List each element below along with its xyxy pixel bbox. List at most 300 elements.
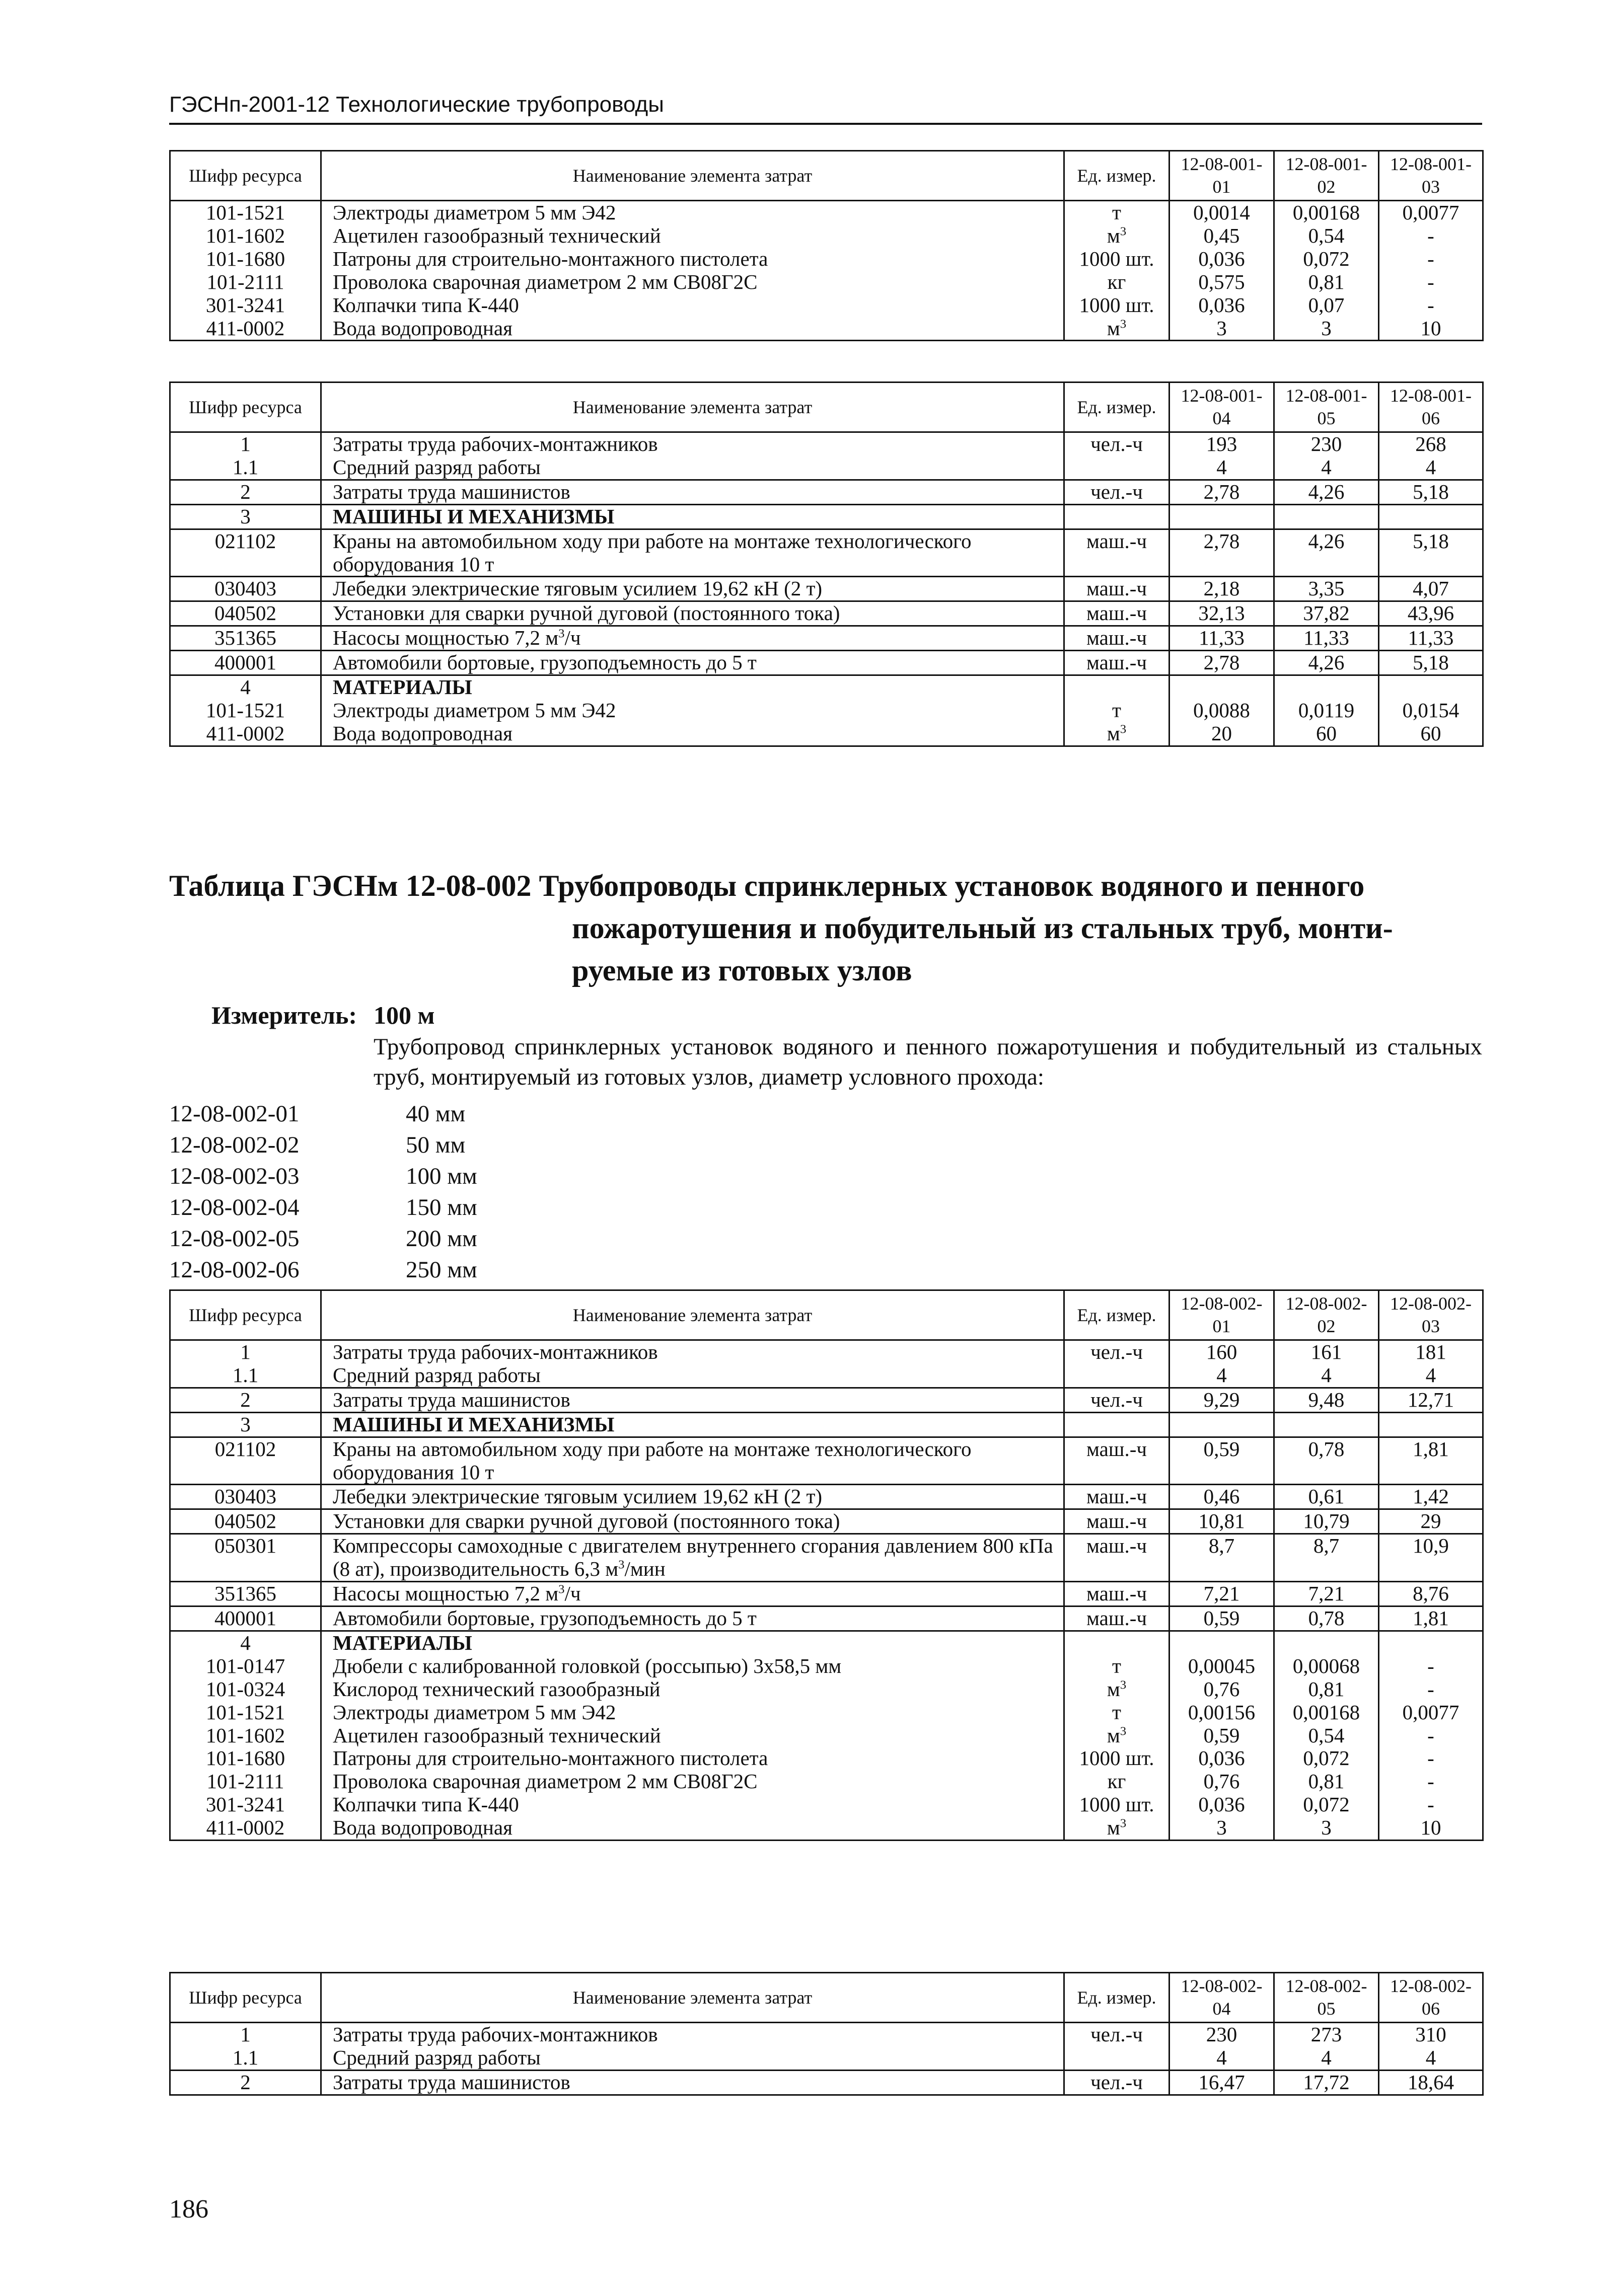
resource-code: 2 [170,1388,321,1412]
resource-value: 0,072 [1274,248,1379,271]
resource-value: 1,81 [1379,1437,1483,1485]
resource-value: 0,54 [1274,1724,1379,1747]
resource-value: 10,81 [1170,1509,1274,1534]
table-row [170,577,1483,601]
table-row [170,2070,1483,2095]
table-row [170,722,1483,746]
resource-unit: чел.-ч [1064,432,1170,456]
resource-code: 101-1521 [170,201,321,224]
resource-unit: т [1064,201,1170,224]
variant-item [169,1254,557,1285]
resource-code: 4 [170,1631,321,1654]
resource-value: 0,072 [1274,1747,1379,1770]
resource-code: 1 [170,1340,321,1364]
table-row [170,1534,1483,1582]
col-header-variant: 12-08-002- 03 [1379,1290,1483,1340]
resource-value: - [1379,1678,1483,1701]
resource-code: 400001 [170,1606,321,1631]
resource-unit: маш.-ч [1064,1582,1170,1606]
resource-value: 0,0077 [1379,1701,1483,1724]
resource-name: Вода водопроводная [321,722,1064,746]
resource-unit: маш.-ч [1064,601,1170,626]
resource-unit: т [1064,699,1170,722]
resource-value: 9,48 [1274,1388,1379,1412]
resource-value: 4 [1170,1364,1274,1388]
resource-name: Ацетилен газообразный технический [321,1724,1064,1747]
resource-name: Средний разряд работы [321,1364,1064,1388]
resource-value: 0,00045 [1170,1655,1274,1678]
resource-value: 16,47 [1170,2070,1274,2095]
resource-value: 230 [1274,432,1379,456]
resource-value: 0,81 [1274,1770,1379,1793]
resource-name: Патроны для строительно-монтажного пистолета [321,248,1064,271]
resource-table-2 [169,381,1484,747]
variant-item [169,1223,557,1254]
col-header-variant: 12-08-001- 04 [1170,382,1274,432]
resource-unit: маш.-ч [1064,651,1170,675]
table-row [170,626,1483,651]
resource-name: Установки для сварки ручной дуговой (постоянного тока) [321,1509,1064,1534]
col-header-code: Шифр ресурса [170,1290,321,1340]
section-title-line: руемые из готовых узлов [572,954,912,987]
table-row [170,699,1483,722]
resource-value: 32,13 [1170,601,1274,626]
resource-value [1379,504,1483,529]
resource-value: 0,76 [1170,1678,1274,1701]
resource-code: 1 [170,2023,321,2046]
resource-code: 411-0002 [170,722,321,746]
resource-value: 43,96 [1379,601,1483,626]
resource-code: 3 [170,1412,321,1437]
resource-value: - [1379,1770,1483,1793]
col-header-variant: 12-08-002- 04 [1170,1973,1274,2023]
resource-value [1274,1412,1379,1437]
table-row [170,1485,1483,1509]
resource-table-4 [169,1972,1484,2096]
table-row [170,1678,1483,1701]
resource-code: 351365 [170,1582,321,1606]
resource-unit [1064,1412,1170,1437]
table-row [170,1724,1483,1747]
resource-value: 0,00156 [1170,1701,1274,1724]
col-header-name: Наименование элемента затрат [321,151,1064,201]
col-header-variant: 12-08-001- 06 [1379,382,1483,432]
resource-value: 0,036 [1170,294,1274,317]
table-row [170,317,1483,341]
variant-diameter: 150 мм [406,1194,477,1220]
resource-name: Патроны для строительно-монтажного пистолета [321,1747,1064,1770]
col-header-name: Наименование элемента затрат [321,1290,1064,1340]
table-row [170,480,1483,504]
resource-unit [1064,1631,1170,1654]
resource-name: Затраты труда рабочих-монтажников [321,2023,1064,2046]
resource-name: Затраты труда машинистов [321,2070,1064,2095]
resource-name: Проволока сварочная диаметром 2 мм СВ08Г2С [321,271,1064,294]
resource-unit: маш.-ч [1064,626,1170,651]
table-row [170,271,1483,294]
variant-code: 12-08-002-02 [169,1132,300,1158]
variant-code: 12-08-002-05 [169,1226,300,1252]
table-row [170,1606,1483,1631]
resource-name: Насосы мощностью 7,2 $м^3/ч$ [321,626,1064,651]
col-header-variant: 12-08-002- 06 [1379,1973,1483,2023]
col-header-variant: 12-08-002- 02 [1274,1290,1379,1340]
resource-unit: чел.-ч [1064,1340,1170,1364]
variant-code: 12-08-002-04 [169,1194,300,1220]
resource-value: 0,036 [1170,1747,1274,1770]
resource-value: 0,81 [1274,271,1379,294]
meter-description: Трубопровод спринклерных установок водяного и пенного пожаротушения и побудительный из стальных труб, монтируемый из готовых узлов, диаметр условного прохода: [374,1034,1482,1090]
resource-unit: т [1064,1655,1170,1678]
variant-diameter: 200 мм [406,1226,477,1252]
table-row [170,601,1483,626]
resource-value: 8,76 [1379,1582,1483,1606]
resource-code: 101-1521 [170,699,321,722]
resource-value: 0,036 [1170,1793,1274,1816]
resource-value: - [1379,294,1483,317]
resource-value: 10 [1379,1816,1483,1840]
resource-unit: кг [1064,271,1170,294]
table-row [170,1701,1483,1724]
resource-value: 310 [1379,2023,1483,2046]
resource-code: 101-1680 [170,1747,321,1770]
resource-unit: $м^3$ [1064,224,1170,248]
col-header-code: Шифр ресурса [170,382,321,432]
resource-value: 0,0119 [1274,699,1379,722]
resource-value: 8,7 [1274,1534,1379,1582]
resource-value: 18,64 [1379,2070,1483,2095]
resource-value: 4 [1379,2046,1483,2070]
resource-value: 0,00168 [1274,1701,1379,1724]
variant-diameter: 100 мм [406,1163,477,1189]
col-header-variant: 12-08-002- 01 [1170,1290,1274,1340]
resource-value: 4 [1170,456,1274,480]
section-title-line: пожаротушения и побудительный из стальных труб, монти- [572,911,1393,945]
resource-unit: маш.-ч [1064,1534,1170,1582]
resource-value [1379,1631,1483,1654]
resource-value: 37,82 [1274,601,1379,626]
col-header-variant: 12-08-001- 05 [1274,382,1379,432]
resource-value: 0,0088 [1170,699,1274,722]
resource-name: Лебедки электрические тяговым усилием 19,62 кН (2 т) [321,1485,1064,1509]
resource-value: 10,9 [1379,1534,1483,1582]
resource-value: 0,0077 [1379,201,1483,224]
variant-diameter: 50 мм [406,1132,466,1158]
table-row [170,1340,1483,1364]
table-row [170,1793,1483,1816]
resource-code: 400001 [170,651,321,675]
table-row [170,529,1483,577]
table-row [170,1582,1483,1606]
resource-value [1170,1412,1274,1437]
variant-item [169,1098,557,1129]
resource-code: 2 [170,480,321,504]
resource-unit: чел.-ч [1064,480,1170,504]
resource-value [1170,1631,1274,1654]
resource-code: 1.1 [170,456,321,480]
resource-value: 4,07 [1379,577,1483,601]
resource-value: - [1379,1724,1483,1747]
resource-unit [1064,675,1170,699]
resource-code: 101-0147 [170,1655,321,1678]
variant-diameter: 250 мм [406,1257,477,1283]
resource-value: 2,78 [1170,480,1274,504]
resource-value: 20 [1170,722,1274,746]
resource-unit: 1000 шт. [1064,1747,1170,1770]
resource-name: МАШИНЫ И МЕХАНИЗМЫ [321,1412,1064,1437]
resource-value: 7,21 [1274,1582,1379,1606]
resource-value: 161 [1274,1340,1379,1364]
variant-item [169,1192,557,1223]
table-row [170,1364,1483,1388]
resource-code: 1 [170,432,321,456]
resource-name: Кислород технический газообразный [321,1678,1064,1701]
resource-unit: $м^3$ [1064,1816,1170,1840]
resource-unit: $м^3$ [1064,1724,1170,1747]
resource-code: 3 [170,504,321,529]
table-row [170,1655,1483,1678]
resource-code: 040502 [170,1509,321,1534]
resource-name: Автомобили бортовые, грузоподъемность до 5 т [321,1606,1064,1631]
resource-unit: 1000 шт. [1064,294,1170,317]
resource-name: Проволока сварочная диаметром 2 мм СВ08Г2С [321,1770,1064,1793]
table-row [170,1412,1483,1437]
col-header-unit: Ед. измер. [1064,1973,1170,2023]
resource-value: 4,26 [1274,480,1379,504]
table-row [170,1770,1483,1793]
resource-value [1170,675,1274,699]
table-row [170,248,1483,271]
col-header-variant: 12-08-001- 03 [1379,151,1483,201]
col-header-code: Шифр ресурса [170,151,321,201]
resource-unit: $м^3$ [1064,317,1170,341]
resource-value: 0,00068 [1274,1655,1379,1678]
resource-unit: чел.-ч [1064,1388,1170,1412]
resource-value: 5,18 [1379,651,1483,675]
resource-value: 9,29 [1170,1388,1274,1412]
resource-value: 4 [1170,2046,1274,2070]
resource-name: Краны на автомобильном ходу при работе на монтаже технологического оборудования 10 т [321,1437,1064,1485]
resource-value: 1,81 [1379,1606,1483,1631]
resource-value: - [1379,271,1483,294]
resource-code: 040502 [170,601,321,626]
resource-value: - [1379,248,1483,271]
resource-code: 101-2111 [170,271,321,294]
resource-unit: 1000 шт. [1064,248,1170,271]
table-row [170,1816,1483,1840]
resource-value: 0,61 [1274,1485,1379,1509]
table-row [170,294,1483,317]
resource-name: Затраты труда рабочих-монтажников [321,432,1064,456]
table-row [170,1388,1483,1412]
table-row [170,1747,1483,1770]
resource-value: 0,036 [1170,248,1274,271]
resource-value: 2,78 [1170,651,1274,675]
resource-unit [1064,2046,1170,2070]
resource-value: 0,0014 [1170,201,1274,224]
table-row [170,1631,1483,1654]
table-row [170,432,1483,456]
col-header-variant: 12-08-002- 05 [1274,1973,1379,2023]
resource-unit [1064,1364,1170,1388]
resource-name: Затраты труда машинистов [321,1388,1064,1412]
resource-value: 2,78 [1170,529,1274,577]
resource-value: 5,18 [1379,480,1483,504]
resource-unit: маш.-ч [1064,577,1170,601]
variant-diameter: 40 мм [406,1101,466,1127]
resource-value: 29 [1379,1509,1483,1534]
resource-unit [1064,456,1170,480]
resource-value: 0,0154 [1379,699,1483,722]
resource-value: 3 [1274,1816,1379,1840]
resource-name: Вода водопроводная [321,317,1064,341]
resource-table-1 [169,150,1484,341]
resource-code: 030403 [170,1485,321,1509]
resource-value: 4 [1274,456,1379,480]
resource-value: 11,33 [1379,626,1483,651]
resource-value: 273 [1274,2023,1379,2046]
variant-code: 12-08-002-06 [169,1257,300,1283]
resource-name: Насосы мощностью 7,2 $м^3/ч$ [321,1582,1064,1606]
resource-value: - [1379,1655,1483,1678]
resource-name: Вода водопроводная [321,1816,1064,1840]
table-row [170,224,1483,248]
resource-name: Лебедки электрические тяговым усилием 19,62 кН (2 т) [321,577,1064,601]
resource-name: МАТЕРИАЛЫ [321,1631,1064,1654]
resource-code: 301-3241 [170,1793,321,1816]
resource-value: 1,42 [1379,1485,1483,1509]
resource-unit: маш.-ч [1064,529,1170,577]
resource-value: 0,575 [1170,271,1274,294]
resource-value: 230 [1170,2023,1274,2046]
resource-code: 301-3241 [170,294,321,317]
resource-value: 0,45 [1170,224,1274,248]
resource-value: - [1379,1793,1483,1816]
resource-value [1170,504,1274,529]
resource-name: Электроды диаметром 5 мм Э42 [321,201,1064,224]
resource-value: 0,00168 [1274,201,1379,224]
resource-value: 60 [1274,722,1379,746]
resource-code: 1.1 [170,1364,321,1388]
col-header-code: Шифр ресурса [170,1973,321,2023]
resource-value: 10 [1379,317,1483,341]
resource-value: 10,79 [1274,1509,1379,1534]
running-head: ГЭСНп-2001-12 Технологические трубопроводы [169,90,1482,125]
resource-value: 0,76 [1170,1770,1274,1793]
resource-name: МАТЕРИАЛЫ [321,675,1064,699]
resource-unit: чел.-ч [1064,2070,1170,2095]
resource-value: 0,59 [1170,1606,1274,1631]
resource-value: 0,81 [1274,1678,1379,1701]
resource-value: 0,59 [1170,1437,1274,1485]
resource-table-3 [169,1289,1484,1841]
resource-value: 0,46 [1170,1485,1274,1509]
resource-name: Дюбели с калиброванной головкой (россыпью) 3x58,5 мм [321,1655,1064,1678]
resource-value: 3,35 [1274,577,1379,601]
resource-name: МАШИНЫ И МЕХАНИЗМЫ [321,504,1064,529]
resource-value: 4 [1274,2046,1379,2070]
resource-value: 4 [1379,1364,1483,1388]
meter-value: 100 м [374,1001,435,1029]
section-title-line: Таблица ГЭСНм 12-08-002 Трубопроводы спринклерных установок водяного и пенного [169,869,1365,902]
variant-item [169,1129,557,1161]
col-header-name: Наименование элемента затрат [321,1973,1064,2023]
resource-code: 101-1602 [170,1724,321,1747]
resource-code: 1.1 [170,2046,321,2070]
resource-value: 7,21 [1170,1582,1274,1606]
table-row [170,504,1483,529]
resource-value: 4,26 [1274,529,1379,577]
col-header-unit: Ед. измер. [1064,382,1170,432]
resource-value: 2,18 [1170,577,1274,601]
resource-value: 0,78 [1274,1606,1379,1631]
resource-name: Установки для сварки ручной дуговой (постоянного тока) [321,601,1064,626]
table-row [170,201,1483,224]
page-number: 186 [169,2195,208,2224]
col-header-variant: 12-08-001- 02 [1274,151,1379,201]
resource-code: 411-0002 [170,317,321,341]
resource-name: Средний разряд работы [321,2046,1064,2070]
resource-value: 5,18 [1379,529,1483,577]
resource-value [1274,504,1379,529]
resource-code: 101-1602 [170,224,321,248]
resource-name: Автомобили бортовые, грузоподъемность до 5 т [321,651,1064,675]
resource-value: 181 [1379,1340,1483,1364]
resource-code: 021102 [170,1437,321,1485]
resource-value: 17,72 [1274,2070,1379,2095]
resource-name: Средний разряд работы [321,456,1064,480]
col-header-variant: 12-08-001- 01 [1170,151,1274,201]
resource-unit: 1000 шт. [1064,1793,1170,1816]
table-row [170,2023,1483,2046]
col-header-name: Наименование элемента затрат [321,382,1064,432]
resource-code: 101-0324 [170,1678,321,1701]
resource-code: 021102 [170,529,321,577]
resource-unit: $м^3$ [1064,722,1170,746]
resource-value: 160 [1170,1340,1274,1364]
resource-name: Затраты труда машинистов [321,480,1064,504]
resource-value: 3 [1274,317,1379,341]
resource-unit: маш.-ч [1064,1437,1170,1485]
resource-unit: маш.-ч [1064,1485,1170,1509]
resource-value: 4 [1379,456,1483,480]
col-header-unit: Ед. измер. [1064,1290,1170,1340]
resource-value: 4,26 [1274,651,1379,675]
table-row [170,651,1483,675]
variant-code: 12-08-002-01 [169,1101,300,1127]
section-title [169,865,1482,991]
resource-name: Колпачки типа К-440 [321,294,1064,317]
resource-code: 351365 [170,626,321,651]
resource-unit: маш.-ч [1064,1606,1170,1631]
resource-value: - [1379,1747,1483,1770]
resource-name: Затраты труда рабочих-монтажников [321,1340,1064,1364]
resource-value: 193 [1170,432,1274,456]
resource-value: 0,78 [1274,1437,1379,1485]
resource-value: 0,07 [1274,294,1379,317]
resource-unit: т [1064,1701,1170,1724]
resource-value: 268 [1379,432,1483,456]
table-row [170,456,1483,480]
resource-name: Электроды диаметром 5 мм Э42 [321,699,1064,722]
resource-unit: кг [1064,1770,1170,1793]
resource-unit: маш.-ч [1064,1509,1170,1534]
resource-value: 0,54 [1274,224,1379,248]
resource-value [1274,675,1379,699]
resource-code: 101-1680 [170,248,321,271]
resource-code: 101-1521 [170,1701,321,1724]
resource-value: 60 [1379,722,1483,746]
